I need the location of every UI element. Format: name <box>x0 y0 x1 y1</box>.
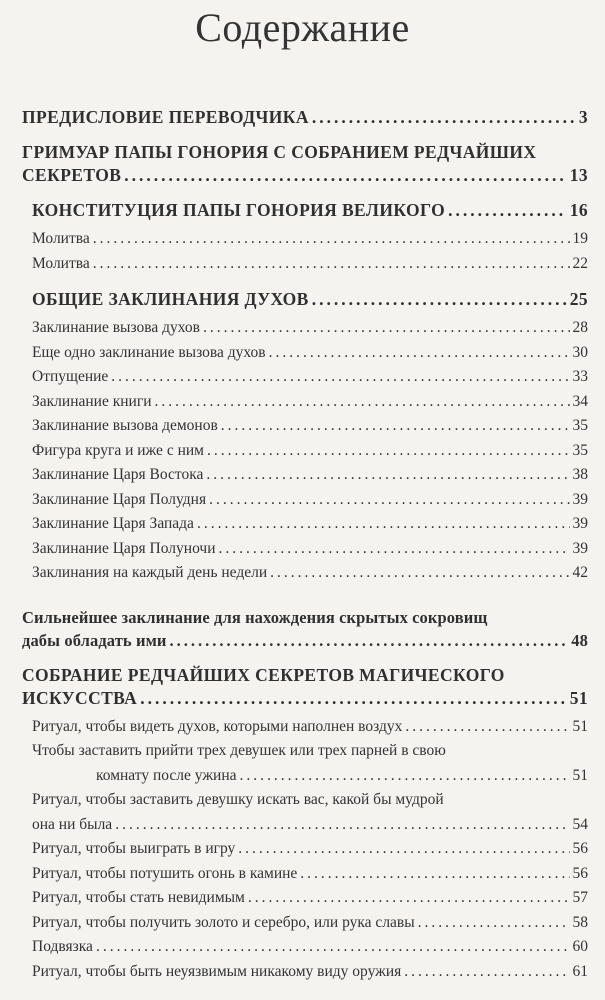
page-number: 35 <box>572 441 588 459</box>
toc-entry-title: Заклинания на каждый день недели <box>32 564 268 581</box>
toc-entry[interactable] <box>22 365 588 390</box>
toc-entry-title: ГРИМУАР ПАПЫ ГОНОРИЯ С СОБРАНИЕМ РЕДЧАЙШИХ <box>22 142 537 162</box>
toc-entry-title: дабы обладать ими <box>22 630 167 650</box>
toc-entry-title: Молитва <box>32 230 90 247</box>
page-number: 51 <box>572 717 588 735</box>
dot-leader <box>93 252 570 277</box>
toc-entry[interactable] <box>22 141 588 187</box>
toc-entry-title: Отпущение <box>32 368 109 385</box>
toc-entry-title: Заклинание Царя Запада <box>32 515 194 532</box>
dot-leader <box>238 837 569 862</box>
toc-entry-title: Заклинание вызова демонов <box>32 417 218 434</box>
toc-entry-title: Ритуал, чтобы заставить девушку искать вас, какой бы мудрой <box>32 791 444 808</box>
page-number: 58 <box>572 913 588 931</box>
page-number: 22 <box>572 254 588 272</box>
toc-entry-title: Ритуал, чтобы потушить огонь в камине <box>32 864 298 882</box>
dot-leader <box>96 935 570 960</box>
toc-entry-title: она ни была <box>32 815 113 833</box>
page-number: 57 <box>572 889 588 906</box>
page-number: 3 <box>578 107 588 127</box>
toc-entry[interactable] <box>22 390 588 415</box>
toc-entry[interactable] <box>22 886 588 911</box>
toc-entry[interactable] <box>22 488 588 513</box>
page-number: 28 <box>572 319 588 336</box>
dot-leader <box>248 886 570 911</box>
page-number: 51 <box>572 766 588 784</box>
dot-leader <box>404 960 569 985</box>
toc-entry-title: ОБЩИЕ ЗАКЛИНАНИЯ ДУХОВ <box>32 289 309 309</box>
page-number: 48 <box>571 630 588 650</box>
dot-leader <box>170 629 569 652</box>
toc-entry-title: Ритуал, чтобы выиграть в игру <box>32 840 236 857</box>
toc-entry[interactable] <box>22 414 588 439</box>
toc-entry[interactable] <box>22 715 588 740</box>
page-number: 60 <box>572 938 588 955</box>
page-number: 51 <box>569 687 588 708</box>
page-number: 39 <box>572 490 588 508</box>
toc-entry[interactable] <box>22 316 588 341</box>
toc-entry[interactable] <box>22 439 588 464</box>
toc-entry-title: Заклинание Царя Востока <box>32 466 204 483</box>
page-number: 39 <box>572 539 588 557</box>
dot-leader <box>219 537 570 562</box>
toc-entry-title: комнату после ужина <box>96 766 237 784</box>
toc-entry[interactable] <box>22 606 588 652</box>
toc-entry-title: Чтобы заставить прийти трех девушек или трех парней в свою <box>32 742 446 759</box>
toc-entry-title: СЕКРЕТОВ <box>22 165 122 185</box>
toc-entry[interactable] <box>22 341 588 366</box>
toc-entry-title: Подвязка <box>32 938 93 955</box>
toc-entry[interactable] <box>22 561 588 586</box>
dot-leader <box>197 512 570 537</box>
dot-leader <box>300 862 569 887</box>
toc-entry[interactable] <box>22 199 588 222</box>
page-number: 56 <box>572 864 588 882</box>
dot-leader <box>418 911 570 936</box>
dot-leader <box>124 164 566 187</box>
toc-entry[interactable] <box>22 463 588 488</box>
toc-entry-title: Ритуал, чтобы видеть духов, которыми наполнен воздух <box>32 717 403 735</box>
page-number: 30 <box>572 343 588 361</box>
dot-leader <box>270 561 569 586</box>
page-number: 19 <box>572 230 588 247</box>
toc-entry-title: Заклинание вызова духов <box>32 319 200 336</box>
dot-leader <box>115 813 569 838</box>
toc-entry-title: Ритуал, чтобы стать невидимым <box>32 889 245 906</box>
page-number: 56 <box>572 840 588 857</box>
dot-leader <box>240 764 570 789</box>
page-number: 34 <box>572 392 588 410</box>
dot-leader <box>155 390 570 415</box>
dot-leader <box>269 341 570 366</box>
page-number: 35 <box>572 417 588 434</box>
toc-entry[interactable] <box>22 252 588 277</box>
page-number: 61 <box>572 962 588 980</box>
dot-leader <box>312 106 576 129</box>
toc-entry[interactable] <box>22 935 588 960</box>
dot-leader <box>209 488 569 513</box>
toc-entry-title: Ритуал, чтобы быть неуязвимым никакому виду оружия <box>32 962 402 980</box>
page-number: 33 <box>572 368 588 385</box>
page-number: 25 <box>569 289 588 309</box>
dot-leader <box>207 439 570 464</box>
toc-entry-title: Еще одно заклинание вызова духов <box>32 343 266 361</box>
toc-entry-title: Молитва <box>32 254 90 272</box>
dot-leader <box>93 227 570 252</box>
toc-entry-title: Сильнейшее заклинание для нахождения скрытых сокровищ <box>22 607 488 627</box>
toc-entry-title: СОБРАНИЕ РЕДЧАЙШИХ СЕКРЕТОВ МАГИЧЕСКОГО <box>22 664 505 685</box>
dot-leader <box>206 463 569 488</box>
dot-leader <box>312 288 567 311</box>
toc-entry-title: КОНСТИТУЦИЯ ПАПЫ ГОНОРИЯ ВЕЛИКОГО <box>32 200 446 220</box>
toc-entry-title: ИСКУССТВА <box>22 687 138 708</box>
toc-entry[interactable] <box>22 227 588 252</box>
page-number: 54 <box>572 815 588 833</box>
toc-entry[interactable] <box>22 512 588 537</box>
dot-leader <box>111 365 569 390</box>
toc-entry-title: ПРЕДИСЛОВИЕ ПЕРЕВОДЧИКА <box>22 107 309 127</box>
page-number: 16 <box>569 200 588 220</box>
toc-entry-title: Заклинание Царя Полуночи <box>32 539 216 557</box>
dot-leader <box>140 687 566 710</box>
toc-entry-title: Фигура круга и иже с ним <box>32 441 204 459</box>
toc-entry[interactable] <box>22 664 588 710</box>
toc-entry-title: Ритуал, чтобы получить золото и серебро, или рука славы <box>32 913 415 931</box>
toc-entry[interactable] <box>22 106 588 129</box>
dot-leader <box>448 199 567 222</box>
toc-entry-title: Заклинание книги <box>32 392 152 410</box>
page-number: 39 <box>572 515 588 532</box>
dot-leader <box>405 715 569 740</box>
toc-entry[interactable] <box>22 960 588 985</box>
toc-entry[interactable] <box>22 837 588 862</box>
toc-entry-title: Заклинание Царя Полудня <box>32 490 207 508</box>
page-number: 38 <box>572 466 588 483</box>
dot-leader <box>221 414 570 439</box>
toc-entry[interactable] <box>22 911 588 936</box>
toc-entry[interactable] <box>22 288 588 311</box>
toc-entry[interactable] <box>22 537 588 562</box>
dot-leader <box>203 316 570 341</box>
toc-entry[interactable] <box>22 739 588 788</box>
table-of-contents <box>22 106 588 984</box>
toc-entry[interactable] <box>22 862 588 887</box>
page-number: 13 <box>569 165 588 185</box>
toc-entry[interactable] <box>22 788 588 837</box>
page-title: Содержание <box>195 5 410 50</box>
page-number: 42 <box>572 564 588 581</box>
